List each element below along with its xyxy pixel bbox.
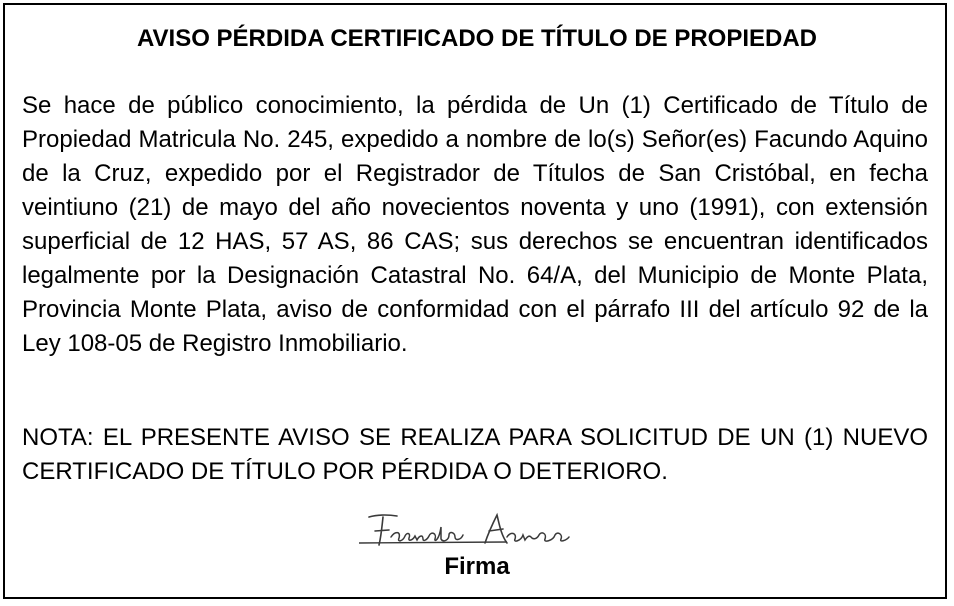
handwritten-signature — [357, 507, 587, 557]
signature-label — [5, 553, 949, 581]
signature-image — [357, 507, 587, 557]
notice-title: AVISO PÉRDIDA CERTIFICADO DE TÍTULO DE PROPIEDAD — [136, 25, 818, 52]
notice-frame — [3, 3, 947, 599]
signature-label-text: Firma — [444, 553, 510, 580]
notice-body: Se hace de público conocimiento, la pérdida de Un (1) Certificado de Título de Propiedad Matricula No. 245, expedido a nombre de lo(s) Señor(es) Facundo Aquino de la Cruz, expedido por el Registrador de Títulos de San Cristóbal, en fecha veintiuno (21) de mayo del año novecientos noventa y uno (1991), con extensión superficial de 12 HAS, 57 AS, 86 CAS; sus derechos se encuentran identificados legalmente por la Designación Catastral No. 64/A, del Municipio de Monte Plata, Provincia Monte Plata, aviso de conformidad con el párrafo III del artículo 92 de la Ley 108-05 de Registro Inmobiliario. — [22, 92, 928, 357]
notice-note: NOTA: EL PRESENTE AVISO SE REALIZA PARA SOLICITUD DE UN (1) NUEVO CERTIFICADO DE TÍTULO POR PÉRDIDA O DETERIORO. — [22, 424, 928, 485]
